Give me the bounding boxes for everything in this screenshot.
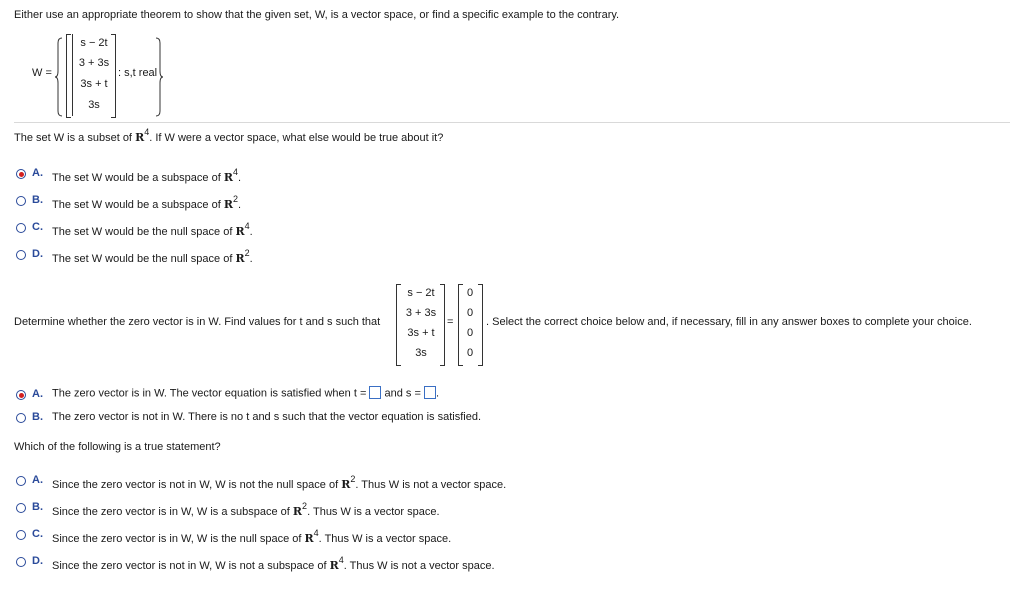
set-entry: 3 + 3s — [78, 57, 110, 69]
q3-option-b-text: Since the zero vector is in W, W is a subspace of $R^2$. Thus W is a vector space. — [52, 501, 440, 518]
q3-option-c-text: Since the zero vector is in W, W is the null space of $R^4$. Thus W is a vector space. — [52, 528, 452, 545]
q3-letter-c: C. — [32, 528, 43, 540]
q2-rhs-right-bracket — [478, 284, 483, 366]
q1-radio-d[interactable] — [16, 250, 26, 260]
q2-rhs-entry: 0 — [466, 347, 474, 359]
q1-option-b-text: The set W would be a subspace of $R^2$. — [52, 194, 242, 211]
q3-letter-a: A. — [32, 474, 43, 486]
q2-letter-b: B. — [32, 411, 43, 423]
s-answer-box[interactable] — [424, 386, 436, 399]
q1-letter-b: B. — [32, 194, 43, 206]
q2-lhs-entry: 3s — [415, 347, 427, 359]
q1-radio-b[interactable] — [16, 196, 26, 206]
set-vector-right-bracket — [111, 34, 116, 118]
q1-radio-c[interactable] — [16, 223, 26, 233]
q1-letter-a: A. — [32, 167, 43, 179]
q1-letter-d: D. — [32, 248, 43, 260]
set-condition: : s,t real — [118, 67, 158, 79]
set-entry: 3s + t — [80, 78, 108, 90]
q1-prompt: The set W is a subset of $R^4$. If W were a vector space, what else would be true about it? — [14, 127, 444, 144]
real-space-symbol: R — [135, 131, 145, 144]
q3-radio-c[interactable] — [16, 530, 26, 540]
instruction-text: Either use an appropriate theorem to show that the given set, W, is a vector space, or find a specific example to the contrary. — [14, 9, 620, 21]
q2-equals-sign: = — [447, 316, 454, 328]
right-brace-icon — [155, 37, 163, 117]
q3-prompt: Which of the following is a true statement? — [14, 441, 221, 453]
set-entry: 3s — [88, 99, 100, 111]
q2-option-a-text: The zero vector is in W. The vector equation is satisfied when t = and s = . — [52, 387, 440, 400]
q2-radio-a[interactable] — [16, 390, 26, 400]
q2-rhs-entry: 0 — [466, 307, 474, 319]
q3-letter-d: D. — [32, 555, 43, 567]
q3-option-d-text: Since the zero vector is not in W, W is not a subspace of $R^4$. Thus W is not a vector space. — [52, 555, 495, 572]
q3-radio-b[interactable] — [16, 503, 26, 513]
q3-option-a-text: Since the zero vector is not in W, W is not the null space of $R^2$. Thus W is not a vector space. — [52, 474, 507, 491]
section-divider — [14, 122, 1010, 123]
q1-radio-a[interactable] — [16, 169, 26, 179]
set-vector-left-bracket — [66, 34, 71, 118]
q1-option-d-text: The set W would be the null space of $R^2$. — [52, 248, 253, 265]
q3-radio-a[interactable] — [16, 476, 26, 486]
q2-option-b-text: The zero vector is not in W. There is no t and s such that the vector equation is satisfied. — [52, 411, 482, 423]
set-entry: s − 2t — [80, 37, 108, 49]
set-label: W = — [32, 67, 52, 79]
q3-letter-b: B. — [32, 501, 43, 513]
q2-lhs-entry: s − 2t — [407, 287, 435, 299]
q1-option-a-text: The set W would be a subspace of $R^4$. — [52, 167, 242, 184]
q2-lhs-entry: 3 + 3s — [405, 307, 437, 319]
q2-lhs-right-bracket — [440, 284, 445, 366]
q2-letter-a: A. — [32, 388, 43, 400]
q3-radio-d[interactable] — [16, 557, 26, 567]
q2-prompt-left: Determine whether the zero vector is in W. Find values for t and s such that — [14, 316, 381, 328]
q2-rhs-entry: 0 — [466, 327, 474, 339]
set-vector-left-bracket-inner — [72, 34, 73, 116]
q2-radio-b[interactable] — [16, 413, 26, 423]
left-brace-icon — [55, 37, 63, 117]
q2-lhs-entry: 3s + t — [407, 327, 435, 339]
q1-option-c-text: The set W would be the null space of $R^4$. — [52, 221, 253, 238]
t-answer-box[interactable] — [369, 386, 381, 399]
q1-letter-c: C. — [32, 221, 43, 233]
q2-rhs-entry: 0 — [466, 287, 474, 299]
q2-prompt-right: . Select the correct choice below and, if necessary, fill in any answer boxes to complete your choice. — [486, 316, 972, 328]
